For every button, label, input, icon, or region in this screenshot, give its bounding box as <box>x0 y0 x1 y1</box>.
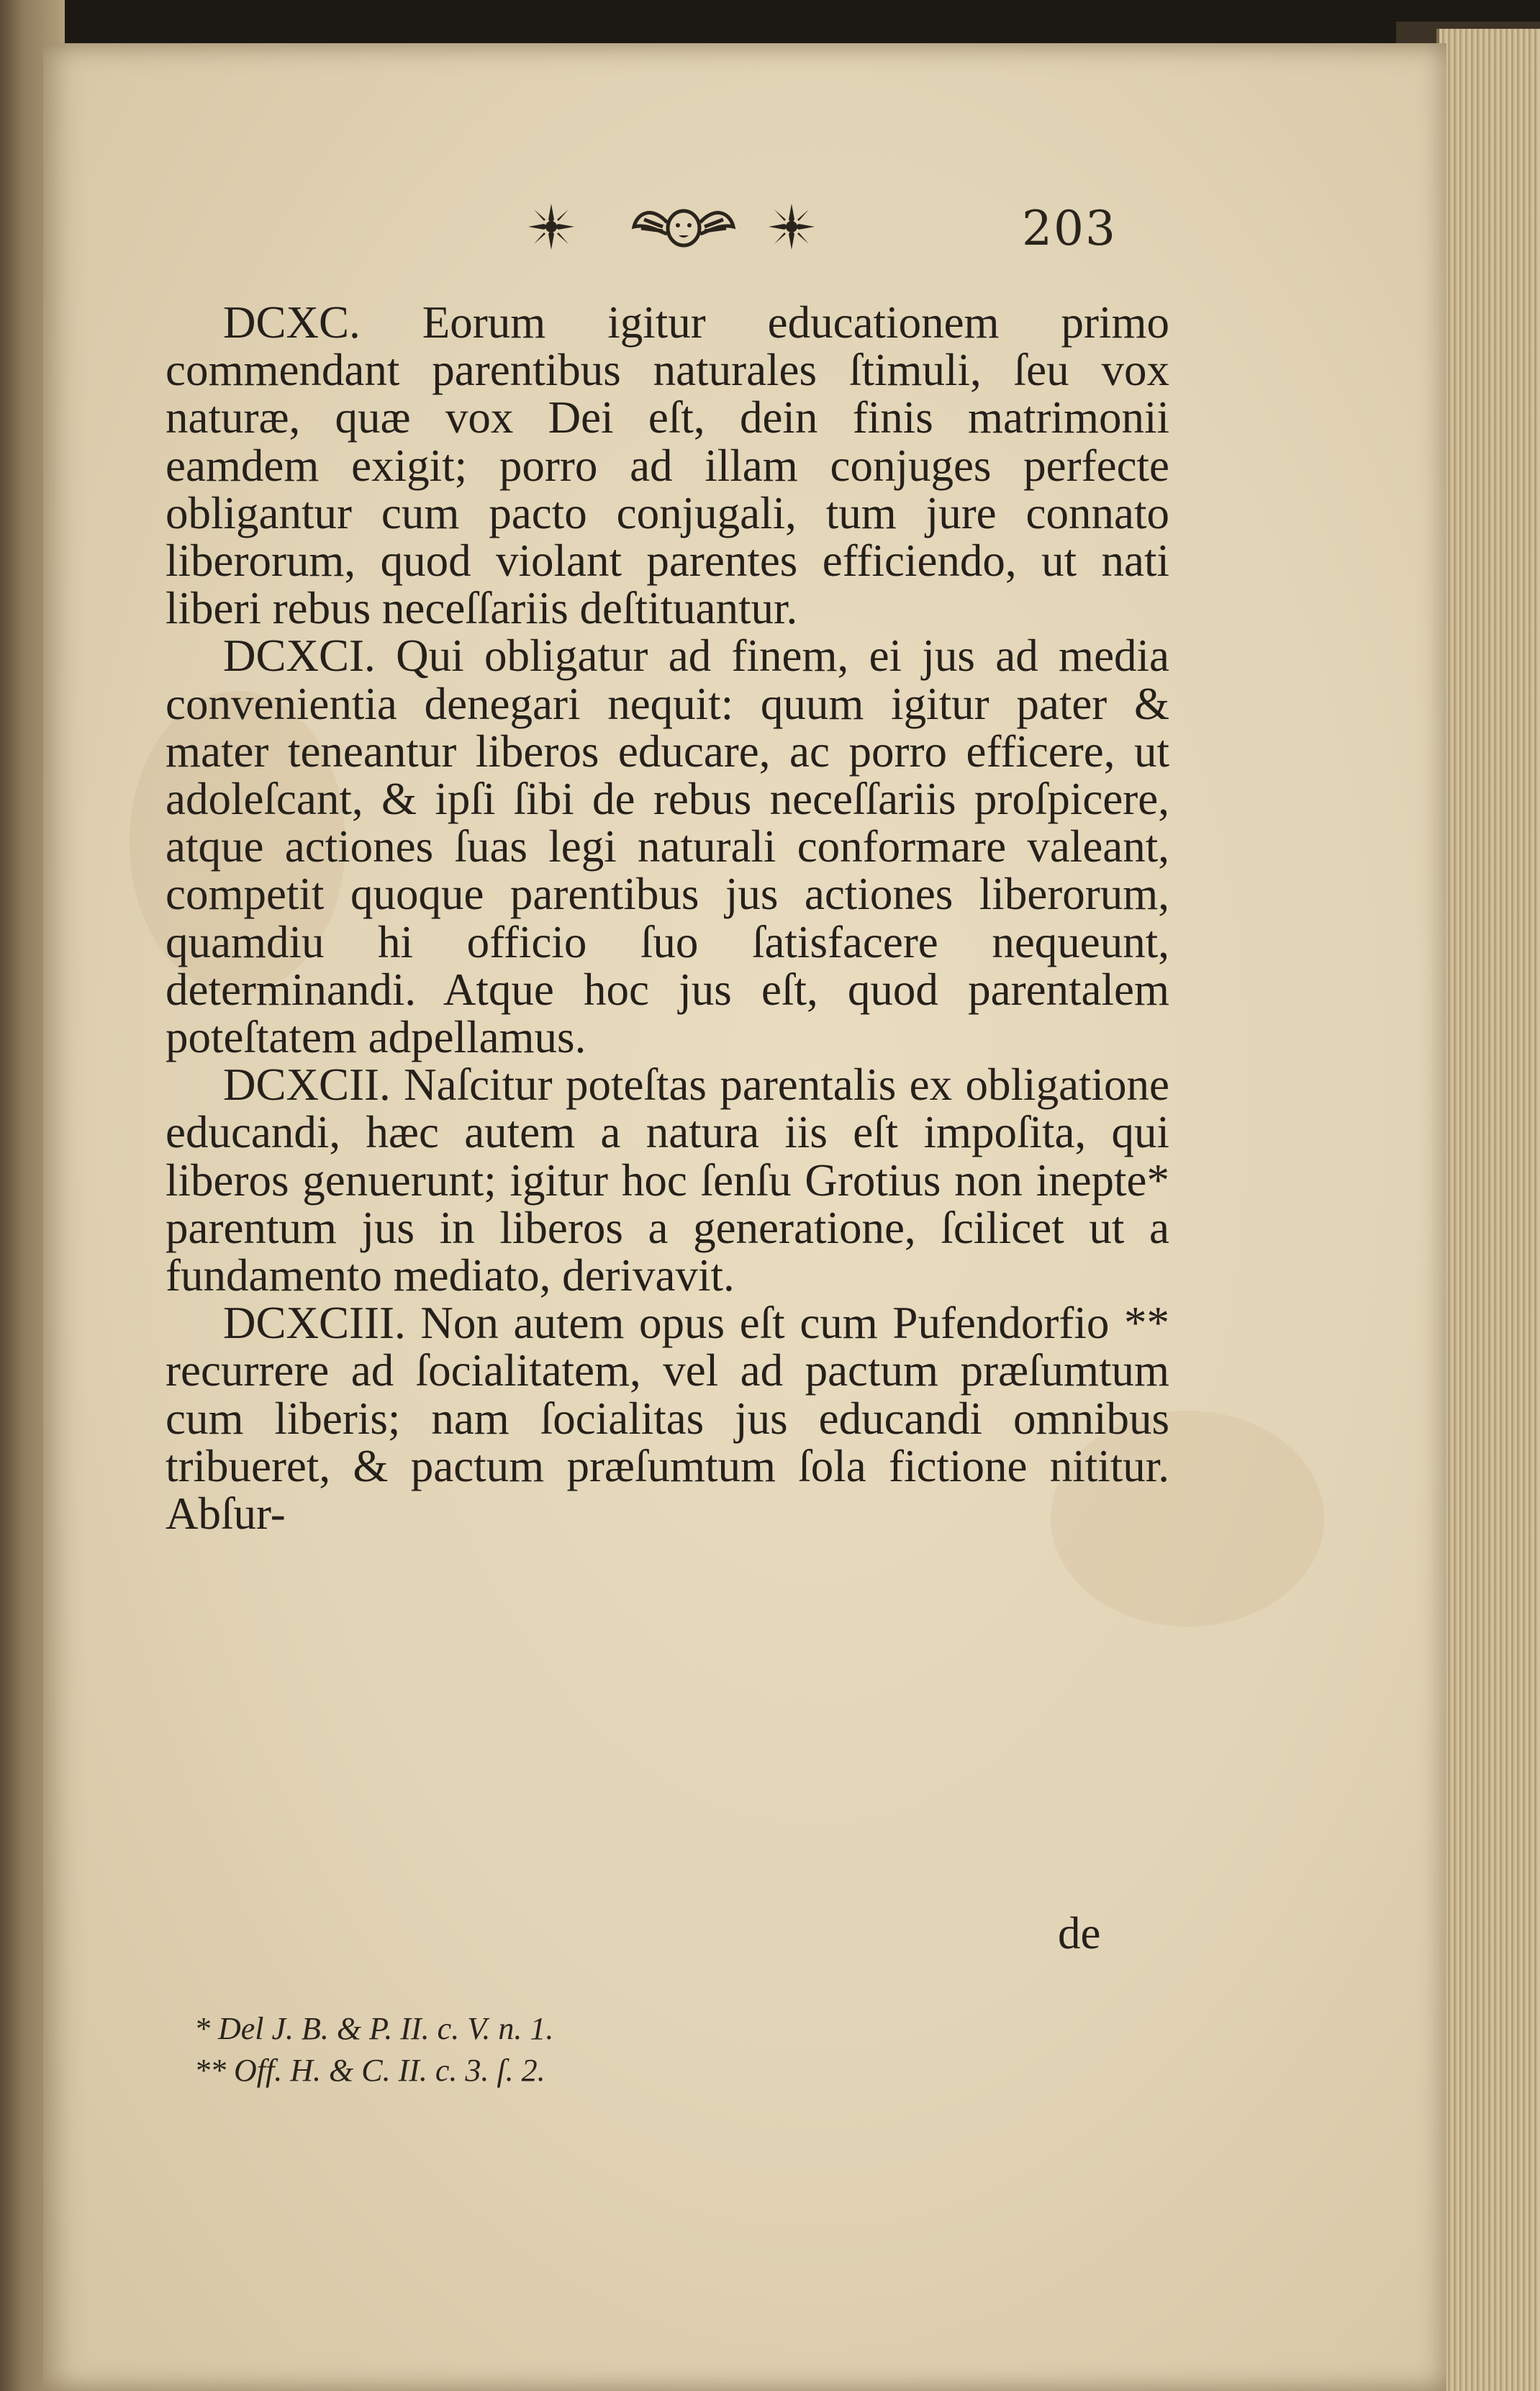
page-number: 203 <box>1022 201 1117 256</box>
footnote-2: ** Off. H. & C. II. c. 3. ſ. 2. <box>194 2053 545 2088</box>
footnotes <box>194 2008 986 2092</box>
asterism-ornament-icon <box>522 198 580 256</box>
paragraph-dcxci: DCXCI. Qui obligatur ad finem, ei jus ad media convenientia denegari nequit: quum igitur pater & mater teneantur liberos educare, ac porro efficere, ut adoleſcant, & ipſi ſibi de rebus neceſſariis proſpicere, atque actiones ſuas legi naturali conformare valeant, competit quoque parentibus jus actiones liberorum, quamdiu hi officio ſuo ſatisfacere nequeunt, determinandi. Atque hoc jus eſt, quod parentalem poteſtatem adpellamus. <box>166 630 1169 1063</box>
body-text <box>166 297 1169 1540</box>
footnote-1: * Del J. B. & P. II. c. V. n. 1. <box>194 2011 554 2046</box>
paragraph-dcxc: DCXC. Eorum igitur educationem primo commendant parentibus naturales ſtimuli, ſeu vox naturæ, quæ vox Dei eſt, dein finis matrimonii eamdem exigit; porro ad illam conjuges perfecte obligantur cum pacto conjugali, tum jure connato liberorum, quod violant parentes efficiendo, ut nati liberi rebus neceſſariis deſtituantur. <box>166 297 1169 634</box>
page-header <box>475 198 1195 284</box>
paragraph-dcxcii: DCXCII. Naſcitur poteſtas parentalis ex obligatione educandi, hæc autem a natura iis eſt impoſita, qui liberos genuerunt; igitur hoc ſenſu Grotius non inepte* parentum jus in liberos a generatione, ſcilicet ut a fundamento mediato, derivavit. <box>166 1059 1169 1301</box>
asterism-ornament-icon <box>763 198 820 256</box>
catchword: de <box>1058 1908 1101 1958</box>
cherub-ornament-icon <box>630 198 738 256</box>
paragraph-dcxciii: DCXCIII. Non autem opus eſt cum Pufendorfio ** recurrere ad ſocialitatem, vel ad pactum præſumtum cum liberis; nam ſocialitas jus educandi omnibus tribueret, & pactum præſumtum ſola fictione nititur. Abſur- <box>166 1298 1169 1540</box>
page-stack-edge <box>1436 29 1540 2391</box>
